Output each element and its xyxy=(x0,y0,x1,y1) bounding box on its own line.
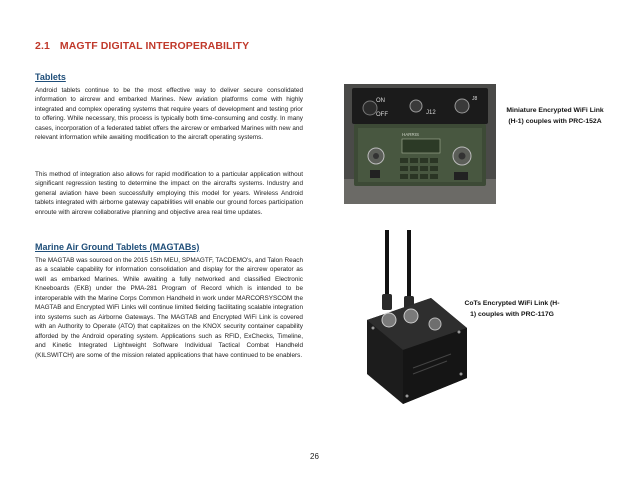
section-title xyxy=(35,40,249,52)
tablets-heading: Tablets xyxy=(35,72,66,82)
prc117g-wifi-link-image xyxy=(355,228,473,410)
brand-label: HARRIS xyxy=(402,132,420,137)
off-label: OFF xyxy=(376,112,388,118)
page-number: 26 xyxy=(310,452,319,461)
magtabs-heading: Marine Air Ground Tablets (MAGTABs) xyxy=(35,242,200,252)
j8-label: J8 xyxy=(472,96,478,102)
magtabs-paragraph: The MAGTAB was sourced on the 2015 15th MEU, SPMAGTF, TACDEMO's, and Talon Reach as a scalable capability for information consolidation and display for the aircrew operator as well as embarked Marines. While awaiting a fully networked and classified Electronic Kneeboards (EKB) under the PMA-281 Program of Record which is intended to be interoperable with the Marine Corps Common Handheld in work under MARCORSYSCOM the MAGTAB and Encrypted WiFi Links will continue limited fielding facilitating scalable integration into systems such as Airborne Gateways. The MAGTAB and Encrypted WiFi Link is covered with an Authority to Operate (ATO) that capitalizes on the KNOX security container capability afforded by the Android operating system. Applications such as RFID, ExChecks, Timeline, and Kinetic Integrated Lightweight Software Individual Tactical Combat Handheld (KILSWITCH) are some of the mission related applications that have continued to be enablers. xyxy=(35,257,303,359)
radio1-caption: Miniature Encrypted WiFi Link (H-1) couples with PRC-152A xyxy=(506,107,604,125)
radio2-caption: CoTs Encrypted WiFi Link (H-1) couples with PRC-117G xyxy=(464,300,560,318)
on-label: ON xyxy=(376,98,385,104)
section-heading: MAGTF DIGITAL INTEROPERABILITY xyxy=(59,40,250,52)
tablets-paragraph-2: This method of integration also allows for rapid modification to a particular application without significant regression testing to determine the impact on the aircrafts systems. Industry and general aviation have been successfully employing this model for years. Wireless Android tablets integrated with airborne gateway capabilities will enable our ground forces participation enroute with aircrew collaborative planning and objective area real time updates. xyxy=(35,171,303,216)
j12-label: J12 xyxy=(426,110,436,116)
prc152a-radio-image xyxy=(344,84,496,204)
tablets-paragraph-1: Android tablets continue to be the most effective way to deliver secure consolidated information to aircrew and embarked Marines. New aviation platforms come with highly integrated and complex operating systems that require years of development and testing prior to offering. While necessary, this process is typically both time-consuming and costly. In many cases, incorporation of a federated tablet offers the aircrew or embarked Marines with new and relevant information while awaiting modification to the aircraft operating systems. xyxy=(35,87,303,142)
section-number: 2.1 xyxy=(35,40,50,52)
